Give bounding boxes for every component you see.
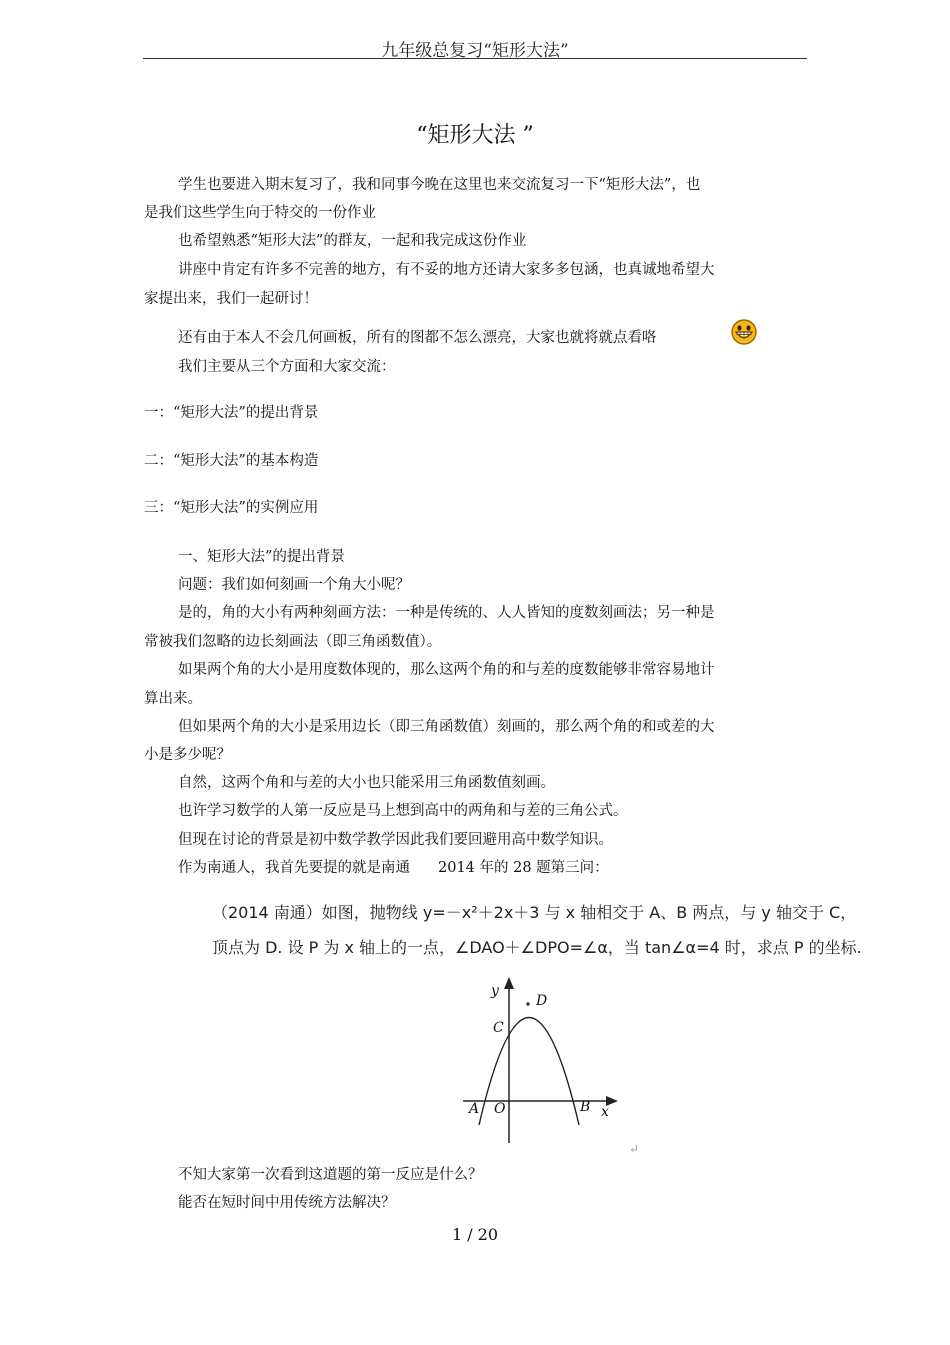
outline-item-1: 一：“矩形大法”的提出背景 xyxy=(144,405,319,421)
return-mark-icon: ↵ xyxy=(629,1142,640,1156)
point-c-label: C xyxy=(493,1020,504,1036)
y-axis-label: y xyxy=(491,983,499,999)
y-axis-arrow xyxy=(504,977,514,989)
section-1-answer-2-cont: 算出来。 xyxy=(144,691,202,707)
section-1-answer-6: 但现在讨论的背景是初中数学教学因此我们要回避用高中数学知识。 xyxy=(178,832,613,848)
intro-paragraph-3-cont: 家提出来，我们一起研讨！ xyxy=(144,291,318,307)
point-d-label: D xyxy=(536,993,548,1009)
section-1-question: 问题：我们如何刻画一个角大小呢？ xyxy=(178,577,410,593)
intro-paragraph-2: 也希望熟悉“矩形大法”的群友，一起和我完成这份作业 xyxy=(178,233,527,249)
outline-item-2: 二：“矩形大法”的基本构造 xyxy=(144,453,319,469)
vertex-d-point xyxy=(526,1002,529,1005)
document-title: “矩形大法 ” xyxy=(416,123,534,148)
intro-paragraph-3: 讲座中肯定有许多不完善的地方，有不妥的地方还请大家多多包涵，也真诚地希望大 xyxy=(178,262,715,278)
section-1-answer-3: 但如果两个角的大小是采用边长（即三角函数值）刻画的，那么两个角的和或差的大 xyxy=(178,719,715,735)
grin-emoji-icon xyxy=(730,318,758,346)
section-1-answer-1: 是的，角的大小有两种刻画方法：一种是传统的、人人皆知的度数刻画法；另一种是 xyxy=(178,605,715,621)
problem-statement-line-1: （2014 南通）如图，抛物线 y=－x²＋2x＋3 与 x 轴相交于 A、B 两点，与 y 轴交于 C， xyxy=(212,903,857,922)
section-1-answer-2: 如果两个角的大小是用度数体现的，那么这两个角的和与差的度数能够非常容易地计 xyxy=(178,662,715,678)
section-1-answer-7-b: 2014 年的 28 题第三问： xyxy=(438,860,609,876)
parabola-graph xyxy=(458,975,648,1150)
section-1-answer-3-cont: 小是多少呢？ xyxy=(144,747,231,763)
intro-paragraph-4: 还有由于本人不会几何画板，所有的图都不怎么漂亮，大家也就将就点看咯 xyxy=(178,330,657,346)
section-1-answer-7-a: 作为南通人，我首先要提的就是南通 xyxy=(178,860,410,876)
intro-paragraph-1-cont: 是我们这些学生向于特交的一份作业 xyxy=(144,205,376,221)
page-number: 1 / 20 xyxy=(451,1225,499,1244)
x-axis-label: x xyxy=(601,1104,609,1120)
origin-o-label: O xyxy=(494,1101,506,1117)
header-rule xyxy=(143,58,807,59)
outline-item-3: 三：“矩形大法”的实例应用 xyxy=(144,500,319,516)
section-1-answer-1-cont: 常被我们忽略的边长刻画法（即三角函数值）。 xyxy=(144,634,442,650)
running-header: 九年级总复习“矩形大法” xyxy=(381,41,569,61)
intro-paragraph-5: 我们主要从三个方面和大家交流： xyxy=(178,359,396,375)
point-a-label: A xyxy=(469,1101,480,1117)
point-b-label: B xyxy=(580,1099,591,1115)
intro-paragraph-1: 学生也要进入期末复习了，我和同事今晚在这里也来交流复习一下“矩形大法”，也 xyxy=(178,177,701,193)
section-1-answer-4: 自然，这两个角和与差的大小也只能采用三角函数值刻画。 xyxy=(178,775,555,791)
section-1-answer-5: 也许学习数学的人第一反应是马上想到高中的两角和与差的三角公式。 xyxy=(178,803,628,819)
closing-question-2: 能否在短时间中用传统方法解决？ xyxy=(178,1195,396,1211)
closing-question-1: 不知大家第一次看到这道题的第一反应是什么？ xyxy=(178,1167,483,1183)
section-1-heading: 一、矩形大法”的提出背景 xyxy=(178,549,345,565)
section-1-answer-7 xyxy=(178,858,609,878)
problem-statement-line-2: 顶点为 D. 设 P 为 x 轴上的一点，∠DAO＋∠DPO=∠α，当 tan∠α=4 时，求点 P 的坐标. xyxy=(212,938,862,957)
